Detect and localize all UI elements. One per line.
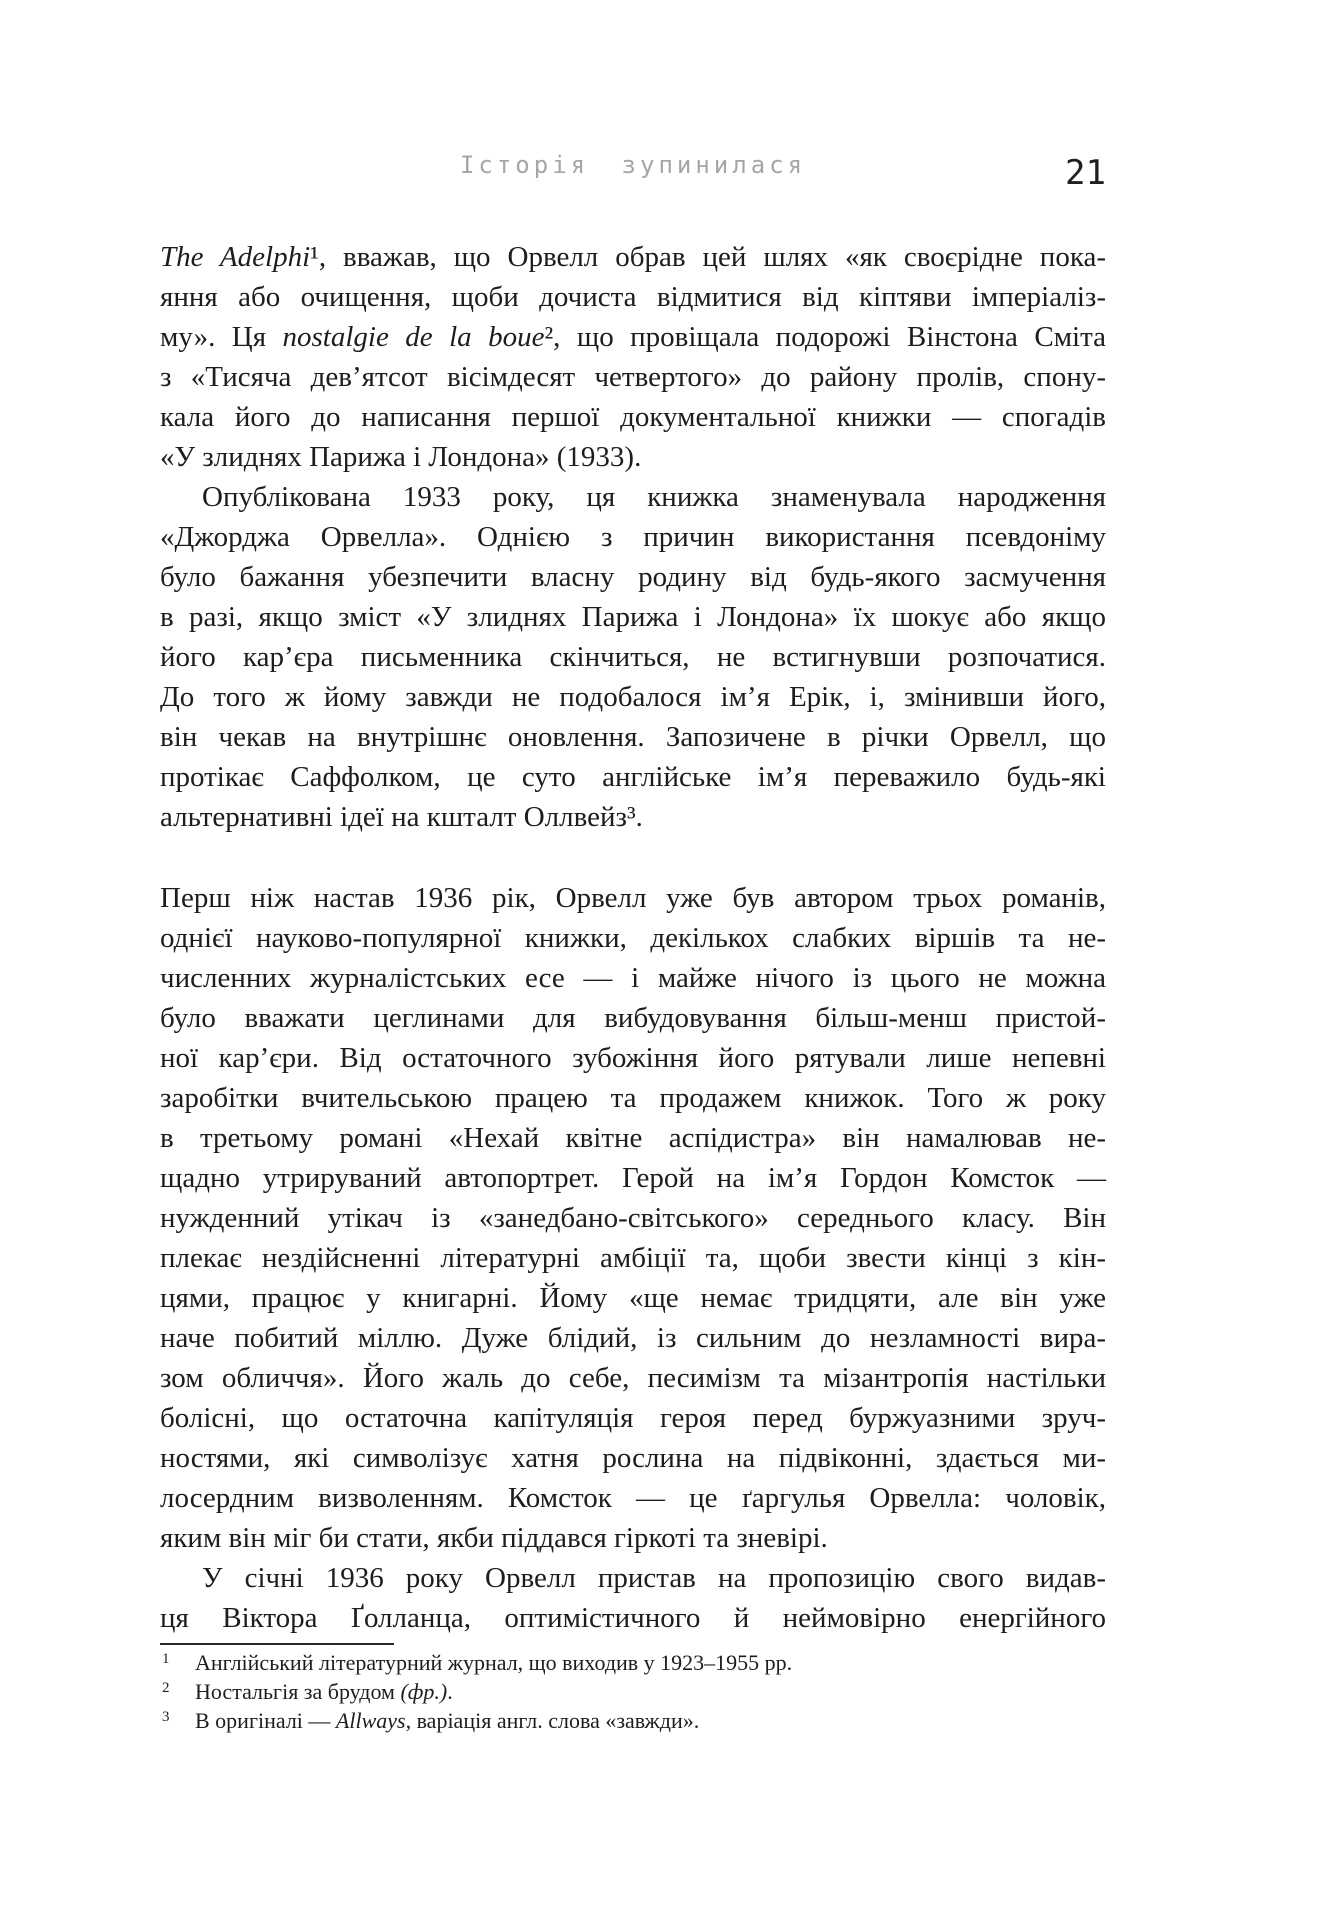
text-segment: , варіація англ. слова «завжди». [405, 1708, 700, 1733]
text-line: його кар’єра письменника скінчиться, не встигнувши розпочатися. [160, 641, 1106, 673]
text-line: нужденний утікач із «занедбано-світського» середнього класу. Він [160, 1202, 1106, 1234]
text-line: в третьому романі «Нехай квітне аспідистра» він намалював не- [160, 1122, 1106, 1154]
footnote-marker: 3 [162, 1709, 170, 1725]
text-line: Перш ніж настав 1936 рік, Орвелл уже був автором трьох романів, [160, 882, 1106, 914]
text-line: кала його до написання першої документальної книжки — спогадів [160, 401, 1106, 433]
italic-text: (фр.) [400, 1679, 448, 1704]
text-segment: ², що провіщала подорожі Вінстона Сміта [544, 321, 1106, 353]
text-segment: му». Ця [160, 321, 283, 353]
text-line: в разі, якщо зміст «У злиднях Парижа і Лондона» їх шокує або якщо [160, 601, 1106, 633]
text-line: альтернативні ідеї на кшталт Оллвейз³. [160, 801, 643, 833]
footnote-text [195, 1706, 1106, 1735]
text-segment: Ностальгія за брудом [195, 1679, 401, 1704]
paragraph [160, 878, 1106, 1558]
text-line: він чекав на внутрішнє оновлення. Запозичене в річки Орвелл, що [160, 721, 1106, 753]
text-line: з «Тисяча дев’ятсот вісімдесят четвертого» до району пролів, спону- [160, 361, 1106, 393]
footnote [160, 1648, 1106, 1677]
text-line: До того ж йому завжди не подобалося ім’я Ерік, і, змінивши його, [160, 681, 1106, 713]
text-line: «У злиднях Парижа і Лондона» (1933). [160, 441, 642, 473]
text-line: цями, працює у книгарні. Йому «ще немає тридцяти, але він уже [160, 1282, 1106, 1314]
paragraph [160, 1558, 1106, 1638]
footnote-marker: 1 [162, 1651, 170, 1667]
text-line: У січні 1936 року Орвелл пристав на пропозицію свого видав- [202, 1562, 1106, 1594]
footnote-text: Англійський літературний журнал, що виходив у 1923–1955 рр. [195, 1650, 793, 1675]
footnotes [160, 1648, 1106, 1735]
body-text [160, 237, 1106, 1638]
italic-text: The Adelphi [160, 241, 311, 273]
text-line: болісні, що остаточна капітуляція героя перед буржуазними зруч- [160, 1402, 1106, 1434]
text-line: «Джорджа Орвелла». Однією з причин використання псевдоніму [160, 521, 1106, 553]
text-line [160, 317, 1106, 357]
text-line: наче побитий міллю. Дуже блідий, із сильним до незламності вира- [160, 1322, 1106, 1354]
text-line: було бажання убезпечити власну родину від будь-якого засмучення [160, 561, 1106, 593]
footnote [160, 1706, 1106, 1735]
italic-text: Allways [335, 1708, 406, 1733]
text-line: ної кар’єри. Від остаточного зубожіння його рятували лише непевні [160, 1042, 1106, 1074]
text-line: щадно утрируваний автопортрет. Герой на ім’я Гордон Комсток — [160, 1162, 1106, 1194]
text-line: заробітки вчительською працею та продажем книжок. Того ж року [160, 1082, 1106, 1114]
text-line: ностями, які символізує хатня рослина на підвіконні, здається ми- [160, 1442, 1106, 1474]
text-line: Опублікована 1933 року, ця книжка знаменувала народження [202, 481, 1106, 513]
page-number: 21 [1065, 153, 1106, 193]
text-line: яння або очищення, щоби дочиста відмитися від кіптяви імперіаліз- [160, 281, 1106, 313]
footnote-marker: 2 [162, 1680, 170, 1696]
text-line [160, 237, 1106, 277]
text-line: численних журналістських есе — і майже нічого із цього не можна [160, 962, 1106, 994]
paragraph [160, 477, 1106, 837]
running-header-title: Історія зупинилася [459, 151, 807, 179]
text-segment: ¹, вважав, що Орвелл обрав цей шлях «як своєрідне пока- [310, 241, 1107, 273]
footnote [160, 1677, 1106, 1706]
text-line: плекає нездійсненні літературні амбіції та, щоби звести кінці з кін- [160, 1242, 1106, 1274]
text-line: зом обличчя». Його жаль до себе, песимізм та мізантропія настільки [160, 1362, 1106, 1394]
paragraph [160, 237, 1106, 477]
text-line: яким він міг би стати, якби піддався гіркоті та зневірі. [160, 1522, 828, 1554]
text-segment: . [447, 1679, 453, 1704]
footnote-text [195, 1677, 1106, 1706]
text-line: однієї науково-популярної книжки, декількох слабких віршів та не- [160, 922, 1106, 954]
section-break [160, 837, 1106, 878]
text-segment: В оригіналі — [195, 1708, 336, 1733]
footnote-rule [160, 1643, 394, 1645]
text-line: було вважати цеглинами для вибудовування більш-менш пристой- [160, 1002, 1106, 1034]
italic-text: nostalgie de la boue [282, 321, 545, 353]
text-line: протікає Саффолком, це суто англійське ім’я переважило будь-які [160, 761, 1106, 793]
text-line: ця Віктора Ґолланца, оптимістичного й неймовірно енергійного [160, 1602, 1106, 1634]
text-line: лосердним визволенням. Комсток — це ґаргулья Орвелла: чоловік, [160, 1482, 1106, 1514]
